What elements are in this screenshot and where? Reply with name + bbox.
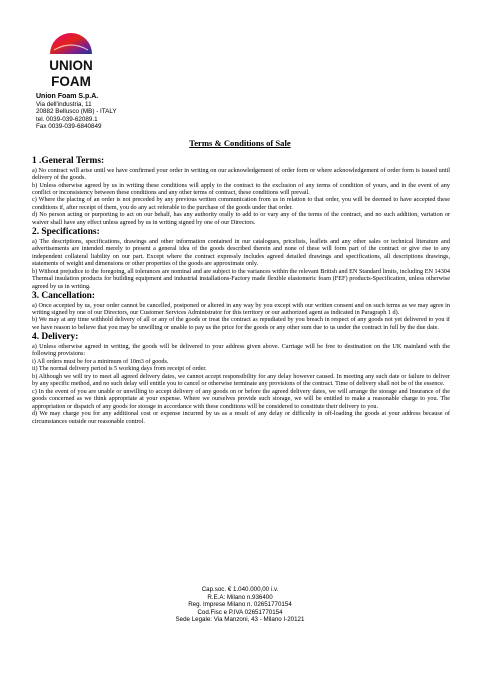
union-foam-logo	[36, 28, 106, 90]
section-paragraph: d) We may charge you for any additional cost or expense incurred by us as a result of any delay or difficulty in off-loading the goods at your address because of circumstances outside our reasonable control.	[32, 410, 450, 425]
section-heading: 4. Delivery:	[32, 332, 79, 343]
company-address-block	[36, 93, 117, 131]
logo-globe-icon	[36, 28, 106, 90]
section-paragraph: b) Unless otherwise agreed by us in writing these conditions will apply to the contract to the exclusion of any terms of condition of yours, and in the event of any conflict or inconsistency between these conditions and any other terms of contract, these conditions will prevail.	[32, 181, 450, 196]
logo-line1: UNION	[49, 58, 93, 73]
section-paragraph: a) Unless otherwise agreed in writing, the goods will be delivered to your address given above. Carriage will be free to destination on the UK mainland with the following provisions:	[32, 342, 450, 358]
footer-line: Cod.Fisc e P.IVA 02651770154	[197, 608, 283, 616]
section-paragraph: ii) The normal delivery period is 5 working days from receipt of order.	[32, 365, 207, 373]
section-specifications	[32, 227, 450, 290]
section-paragraph: d) No person acting or purporting to act on our behalf, has any authority orally to add to or vary any of the terms of the contract, and no such addition, variation or waiver shall have any effect unless agreed by us in writing signed by one of our Directors.	[32, 211, 450, 226]
document-title: Terms & Conditions of Sale	[189, 138, 291, 148]
logo-line2: FOAM	[51, 74, 91, 89]
section-paragraph: i) All orders must be for a minimum of 10m3 of goods.	[32, 357, 169, 365]
section-paragraph: a) No contract will arise until we have confirmed your order in writing on our acknowledgement of order form or where acknowledgement of order form is issued until delivery of the goods.	[32, 166, 450, 182]
company-phone: tel. 0039-039-62089.1	[36, 115, 98, 123]
section-heading: 3. Cancellation:	[32, 290, 96, 301]
section-paragraph: b) Without prejudice to the foregoing, all tolerances are nominal and are subject to the variances within the relevant British and EN Standard limits, including EN 14304 Thermal insulation products for building equipment and industrial installations-Factory made flexible elastomeric foam (FEF) products-Specification, unless otherwise agreed by us in writing.	[32, 267, 450, 290]
section-paragraph: a) The descriptions, specifications, drawings and other information contained in our catalogues, pricelists, leaflets and any other sales or technical literature and advertisements are intended merely to present a general idea of the goods described therein and none of these will form part of the contract or give rise to any independent collateral liability on our part. Except where the contract expressly includes agreed detailed drawings and specifications, all descriptions drawings, statements of weight and dimensions or other properties of the goods are approximate only.	[32, 237, 450, 268]
section-cancellation	[32, 291, 450, 331]
section-paragraph: b) Although we will try to meet all agreed delivery dates, we cannot accept responsibility for any delay however caused. In meeting any such date or failure to deliver by any specific method, and no such delay will entitle you to cancel or otherwise terminate any provisions of the contract. Time of delivery shall not be of the essence.	[32, 372, 450, 388]
footer-line: Sede Legale: Via Manzoni, 43 - Milano I-20121	[175, 616, 305, 624]
section-heading: 1 .General Terms:	[32, 156, 105, 166]
footer-line: Reg. Imprese Milano n. 02651770154	[188, 601, 292, 609]
company-fax: Fax 0039-039-6840849	[36, 123, 102, 131]
company-registration-footer	[0, 586, 480, 624]
company-address-line: 20882 Bellusco (MB) - ITALY	[36, 108, 117, 116]
section-paragraph: c) In the event of you are unable or unwilling to accept delivery of any goods on or before the agreed delivery dates, we will arrange the storage and Insurance of the goods concerned as we think appropriate at your expense. Where we ourselves provide such storage, we will be entitled to make a reasonable charge to you. The appropriation or dispatch of any goods for storage in accordance with these conditions will be considered to constitute their delivery to you.	[32, 387, 450, 410]
section-paragraph: c) Where the placing of an order is not preceded by any previous written communication from us in relation to that order, you will be deemed to have accepted these conditions if, after receipt of them, you do any act referable to the purchase of the goods under that order.	[32, 196, 450, 211]
section-paragraph: a) Once accepted by us, your order cannot be cancelled, postponed or altered in any way by you except with our written consent and on such terms as we may agree in writing signed by one of our Directors, our Customer Services Administrator for this territory or our authorized agent as indicated in Paragraph 1 d).	[32, 301, 450, 317]
section-heading: 2. Specifications:	[32, 227, 100, 238]
terms-body	[32, 155, 450, 425]
section-general-terms	[32, 156, 450, 226]
section-paragraph: b) We may at any time withhold delivery of all or any of the goods or treat the contract as repudiated by you breach in respect of any goods not yet delivered to you if we have reason to believe that you may be unwilling or unable to pay us the price for the goods or any other sum due to us under the contract in full by the due date.	[32, 316, 450, 331]
company-address-line: Via dell'industria, 11	[36, 100, 92, 108]
footer-line: R.E.A: Milano n.936400	[207, 593, 273, 601]
section-delivery	[32, 332, 450, 425]
company-name: Union Foam S.p.A.	[36, 93, 99, 100]
footer-line: Cap.soc. € 1.040.000,00 i.v.	[201, 586, 279, 593]
